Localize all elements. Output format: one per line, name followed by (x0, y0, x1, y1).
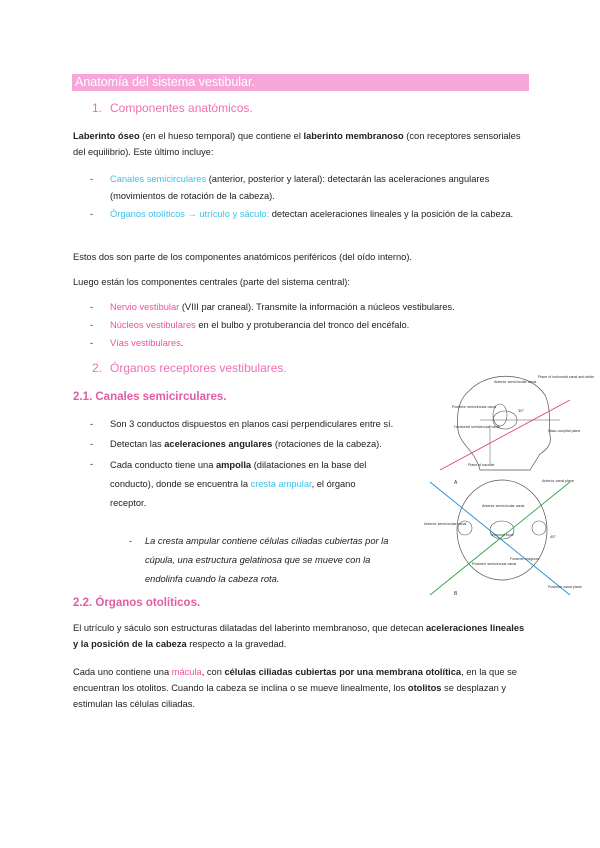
list-item-aceleraciones (110, 436, 410, 453)
head-outline (458, 376, 551, 470)
paragraph-text: respecto a la gravedad. (186, 639, 287, 649)
list-item-canales (110, 171, 530, 205)
item-text: en el bulbo y protuberancia del tronco del encéfalo. (195, 320, 410, 330)
document-title: Anatomía del sistema vestibular. (72, 74, 529, 91)
item-text: , el órgano (311, 479, 356, 489)
bullet-dash: - (90, 338, 94, 348)
intro-paragraph (73, 128, 531, 160)
term-nervio: Nervio vestibular (110, 302, 180, 312)
bullet-dash: - (90, 419, 94, 429)
item-text: Cada conducto tiene una (110, 460, 216, 470)
term-nucleos: Núcleos vestibulares (110, 320, 196, 330)
bullet-dash: - (90, 439, 94, 449)
ampolla-line-1 (110, 456, 410, 475)
term-cresta-ampular: cresta ampular (250, 479, 312, 489)
semicircular-canals-figure (420, 370, 595, 610)
bullet-dash: - (90, 302, 94, 312)
label-horizontal-plane: Plane of horizontal canal and stride (538, 375, 595, 379)
label-anterior-plane: Anterior canal plane (542, 479, 574, 483)
ear-right (532, 521, 546, 535)
list-item-nervio (110, 299, 530, 316)
paragraph-text: se desplazan y estimulan las células ciliadas. (73, 683, 507, 709)
paragraph-text: Cada uno contiene una (73, 667, 172, 677)
section-2-heading (92, 361, 287, 375)
list-item-conductos: Son 3 conductos dispuestos en planos casi perpendiculares entre sí. (110, 419, 394, 429)
cresta-line-3: endolinfa cuando la cabeza rota. (145, 574, 280, 584)
ampolla-line-3: receptor. (110, 498, 147, 508)
term-canales: Canales semicirculares (110, 174, 207, 184)
figure-b-top-head (424, 479, 582, 597)
term-vias: Vías vestibulares (110, 338, 181, 348)
label-posterior-canal-b: Posterior semicircular canal (472, 562, 517, 566)
label-posterior-canal: Posterior semicircular canal (452, 405, 497, 409)
paragraph-macula (73, 664, 531, 712)
subsection-2-2-heading: 2.2. Órganos otolíticos. (73, 597, 201, 609)
section-1-number: 1. (92, 101, 103, 115)
bullet-dash: - (90, 174, 94, 184)
bullet-dash: - (90, 459, 94, 469)
paragraph-utriculo (73, 620, 531, 652)
angle-label-bottom: 45° (550, 534, 557, 539)
label-naso-occipital: Naso-occipital plane (548, 429, 581, 433)
list-item-ampolla (110, 456, 410, 513)
section-1-title: Componentes anatómicos. (110, 101, 253, 115)
figure-label-a: A (454, 480, 458, 486)
list-item-otoliticos (110, 206, 530, 223)
cresta-line-1: La cresta ampular contiene células ciliadas cubiertas por la (145, 536, 389, 546)
figure-a-lateral-head (440, 375, 594, 486)
label-anterior-canal-left: Anterior semicircular canal (424, 522, 467, 526)
label-foramen-magnum: Foramen magnum (510, 557, 540, 561)
subsection-2-1-heading: 2.1. Canales semicirculares. (73, 391, 227, 403)
item-text: (rotaciones de la cabeza). (272, 439, 382, 449)
item-text: conducto), donde se encuentra la (110, 479, 251, 489)
paragraph-peripheral: Estos dos son parte de los componentes anatómicos periféricos (del oído interno). (73, 252, 413, 262)
paragraph-text: El utrículo y sáculo son estructuras dilatadas del laberinto membranoso, que detecan (73, 623, 426, 633)
term-organos-otoliticos: Órganos otolíticos → utrículo y sáculo: (110, 209, 270, 219)
item-text: Detectan las (110, 439, 165, 449)
section-1-heading (92, 101, 253, 115)
angle-label-top: 30° (518, 408, 525, 413)
figure-label-b: B (454, 591, 458, 597)
cresta-line-2: cúpula, una estructura gelatinosa que se mueve con la (145, 555, 371, 565)
section-2-title: Órganos receptores vestibulares. (110, 361, 287, 375)
bullet-dash: - (90, 209, 94, 219)
term-laberinto-oseo: Laberinto óseo (73, 131, 140, 141)
sub-bullet-dash: - (129, 536, 133, 546)
term-macula: mácula (171, 667, 202, 677)
term-celulas-ciliadas: células ciliadas cubiertas por una membrana otolítica (224, 667, 462, 677)
label-anterior-canal: Anterior semicircular canal (494, 380, 537, 384)
term-aceleraciones-angulares: aceleraciones angulares (164, 439, 273, 449)
section-2-number: 2. (92, 361, 103, 375)
label-posterior-plane: Posterior canal plane (548, 585, 582, 589)
list-item-nucleos (110, 317, 530, 334)
paragraph-text: , con (201, 667, 225, 677)
intro-text-2: (con receptores sensoriales del equilibrio). Este último incluye: (73, 131, 521, 157)
term-ampolla: ampolla (215, 460, 252, 470)
bullet-dash: - (90, 320, 94, 330)
item-text: . (180, 338, 184, 348)
item-text: detectan aceleraciones lineales y la posición de la cabeza. (269, 209, 514, 219)
list-item-vias (110, 335, 530, 352)
label-horizontal-canal: Horizontal semicircular canal (454, 425, 500, 429)
label-anterior-canal-b: Anterior semicircular canal (482, 504, 525, 508)
label-temporal-bone: Temporal bone (490, 533, 514, 537)
paragraph-text: , en la que se encuentran los otolitos. Cuando la cabeza se inclina o se mueve linealmente, los (73, 667, 517, 693)
term-aceleraciones-lineales: aceleraciones lineales y la posición de la cabeza (73, 623, 525, 649)
term-otolitos: otolitos (407, 683, 442, 693)
intro-text-1: (en el hueso temporal) que contiene el (139, 131, 304, 141)
ampolla-line-2 (110, 475, 410, 494)
paragraph-central: Luego están los componentes centrales (parte del sistema central): (73, 277, 350, 287)
item-text: (VIII par craneal). Transmite la información a núcleos vestibulares. (179, 302, 455, 312)
item-text: (dilataciones en la base del (251, 460, 367, 470)
label-saccule-plane: Plane of saccule (468, 463, 495, 467)
item-text: (anterior, posterior y lateral): detectarán las aceleraciones angulares (movimientos de rotación de la cabeza). (110, 174, 490, 201)
sub-item-cresta (145, 532, 415, 589)
term-laberinto-membranoso: laberinto membranoso (303, 131, 404, 141)
